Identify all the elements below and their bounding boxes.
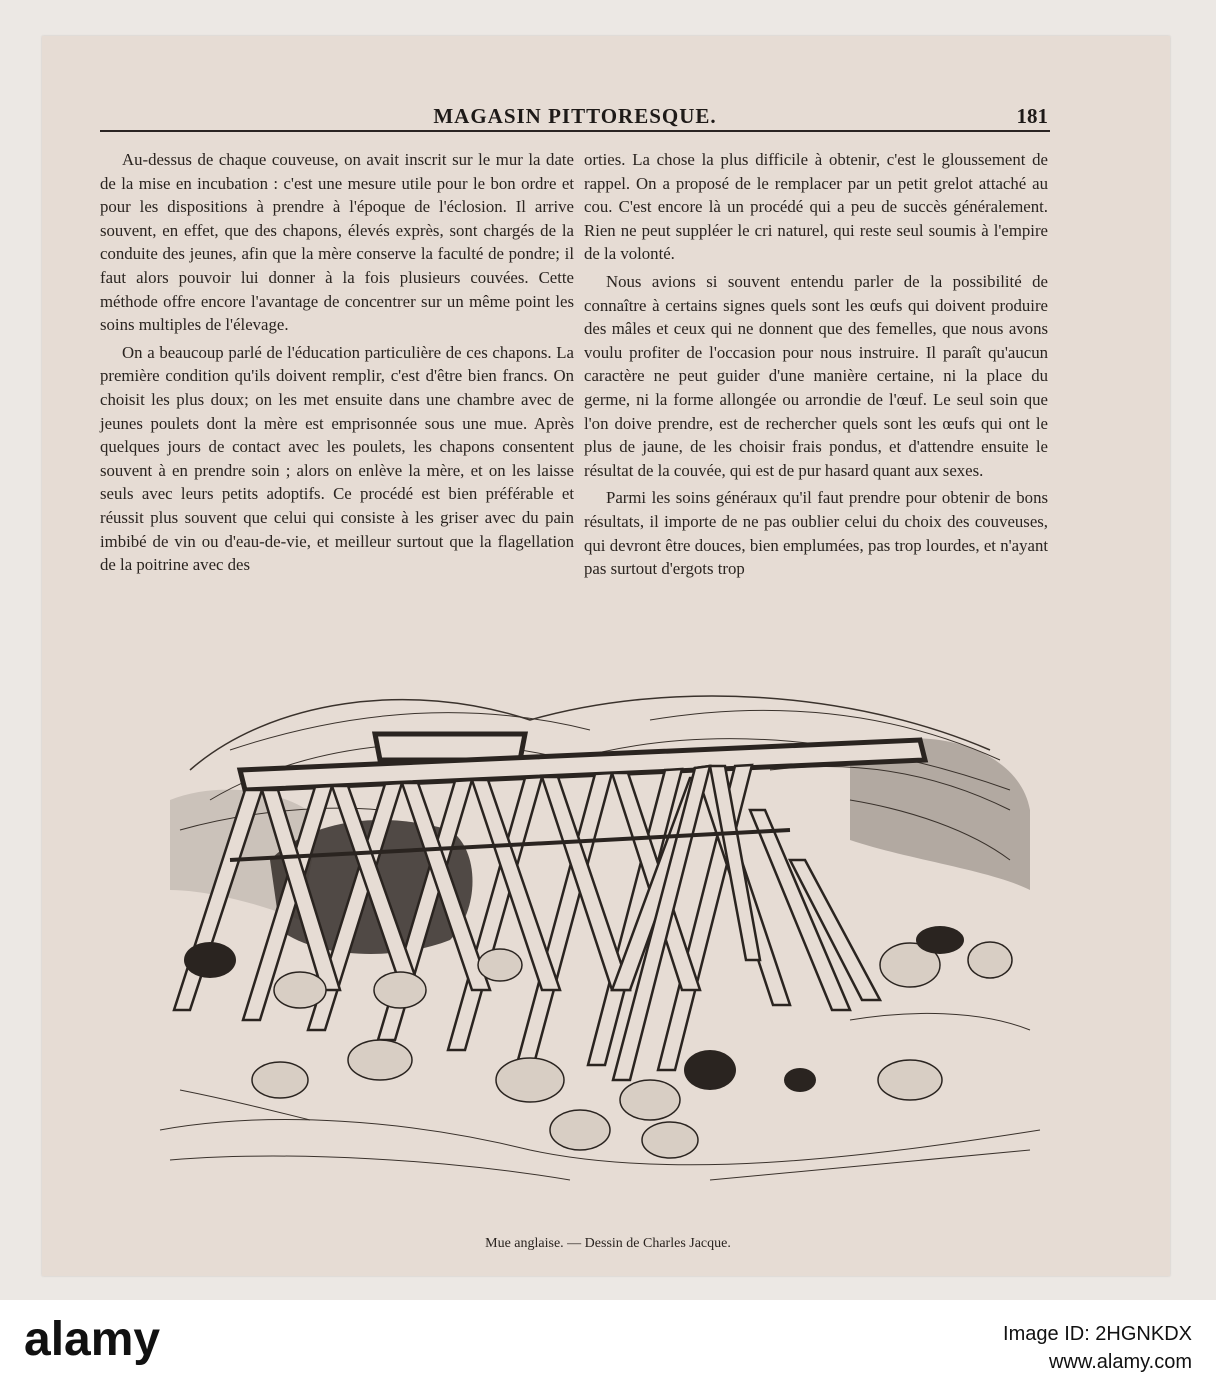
left-column <box>100 148 574 577</box>
illustration-caption: Mue anglaise. — Dessin de Charles Jacque. <box>485 1236 731 1251</box>
running-header <box>100 104 1050 128</box>
paragraph: Parmi les soins généraux qu'il faut prendre pour obtenir de bons résultats, il importe de ne pas oublier celui du choix des couveuses, qui devront être douces, bien emplumées, pas trop lourdes, et n'ayant pas surtout d'ergots trop <box>584 488 1048 579</box>
footer-info <box>1003 1320 1192 1376</box>
page-number: 181 <box>1016 104 1048 128</box>
right-column <box>584 148 1048 581</box>
paragraph: Nous avions si souvent entendu parler de la possibilité de connaître à certains signes quels sont les œufs qui doivent produire des mâles et ceux qui ne donnent que des femelles, que nous avons voulu profiter de l'occasion pour nous instruire. Il paraît qu'aucun caractère ne peut guider d'une manière certaine, ni la place du germe, ni la forme allongée ou arrondie de l'œuf. Le seul soin que l'on doive prendre, est de rechercher quels sont les œufs qui ont le plus de jaune, de les choisir frais pondus, et d'attendre ensuite le résultat de la couvée, qui est de pur hasard quant aux sexes. <box>584 271 1048 480</box>
image-id: Image ID: 2HGNKDX <box>1003 1323 1192 1345</box>
engraving-illustration <box>150 660 1050 1220</box>
header-title: MAGASIN PITTORESQUE. <box>433 104 717 128</box>
header-rule <box>100 130 1050 132</box>
site-url: www.alamy.com <box>1049 1351 1192 1373</box>
paragraph: orties. La chose la plus difficile à obtenir, c'est le gloussement de rappel. On a proposé de le remplacer par un petit grelot attaché au cou. C'est encore là un procédé qui a peu de succès généralement. Rien ne peut suppléer le cri naturel, qui reste seul soumis à l'empire de la volonté. <box>584 150 1048 264</box>
footer-logo: alamy <box>24 1313 161 1366</box>
paragraph: On a beaucoup parlé de l'éducation particulière de ces chapons. La première condition qu'ils doivent remplir, c'est d'être bien francs. On choisit les plus doux; on les met ensuite dans une chambre avec de jeunes poulets dont la mère est emprisonnée sous une mue. Après quelques jours de contact avec les poulets, les chapons consentent souvent à en prendre soin ; alors on enlève la mère, et on les laisse seuls avec leurs petits adoptifs. Ce procédé est bien préférable et réussit plus souvent que celui qui consiste à les griser avec du pain imbibé de vin ou d'eau-de-vie, et meilleur surtout que la flagellation de la poitrine avec des <box>100 342 574 575</box>
paragraph: Au-dessus de chaque couveuse, on avait inscrit sur le mur la date de la mise en incubation : c'est une mesure utile pour le bon ordre et pour les dispositions à prendre à l'époque de l'éclosion. Il arrive souvent, en effet, que des chapons, élevés exprès, sont chargés de la conduite des jeunes, afin que la mère conserve la faculté de pondre; il faut alors pouvoir lui donner à la fois plusieurs couvées. Cette méthode offre encore l'avantage de concentrer sur un même point les soins multiples de l'élevage. <box>100 150 574 335</box>
